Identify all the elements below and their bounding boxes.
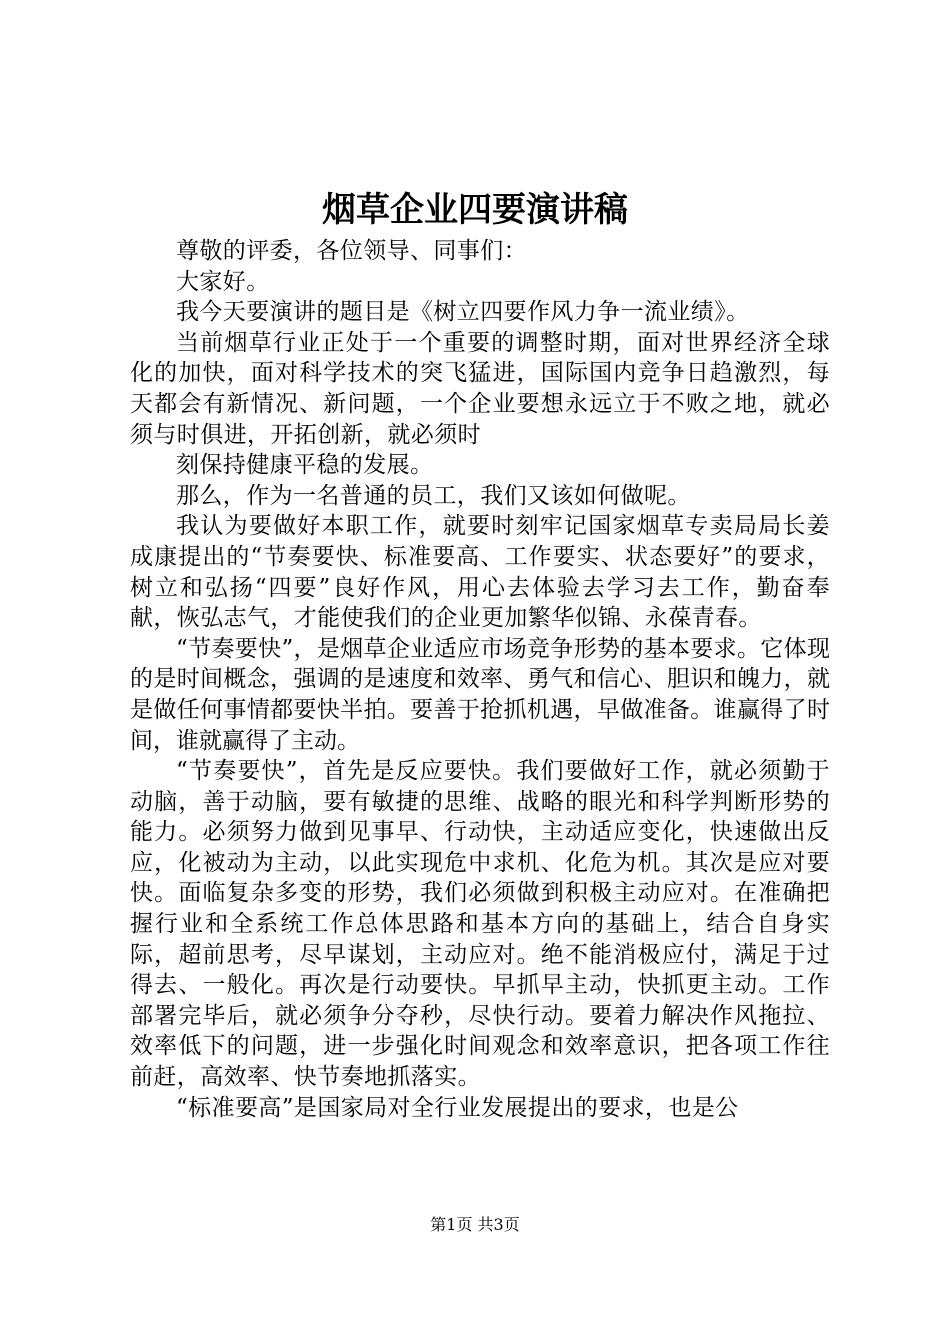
paragraph-greeting: 大家好。 xyxy=(176,268,270,295)
paragraph-pace-details: “节奏要快”，首先是反应要快。我们要做好工作，就必须勤于动脑，善于动脑，要有敏捷的思维、战略的眼光和科学判断形势的能力。必须努力做到见事早、行动快，主动适应变化，快速做出反应，化被动为主动，以此实现危中求机、化危为机。其次是应对要快。面临复杂多变的形势，我们必须做到积极主动应对。在准确把握行业和全系统工作总体思路和基本方向的基础上，结合自身实际，超前思考，尽早谋划，主动应对。绝不能消极应付，满足于过得去、一般化。再次是行动要快。早抓早主动，快抓更主动。工作部署完毕后，就必须争分夺秒，尽快行动。要着力解决作风拖拉、效率低下的问题，进一步强化时间观念和效率意识，把各项工作往前赶，高效率、快节奏地抓落实。 xyxy=(130,758,830,1091)
paragraph-high-standards: “标准要高”是国家局对全行业发展提出的要求，也是公 xyxy=(176,1094,739,1121)
document-body xyxy=(130,236,830,1123)
paragraph-question: 那么，作为一名普通的员工，我们又该如何做呢。 xyxy=(176,482,691,509)
page-number-footer: 第1页 共3页 xyxy=(430,1215,520,1234)
paragraph-pace-fast: “节奏要快”，是烟草企业适应市场竞争形势的基本要求。它体现的是时间概念，强调的是速度和效率、勇气和信心、胆识和魄力，就是做任何事情都要快半拍。要善于抢抓机遇，早做准备。谁赢得了时间，谁就赢得了主动。 xyxy=(130,635,830,754)
paragraph-context: 当前烟草行业正处于一个重要的调整时期，面对世界经济全球化的加快，面对科学技术的突飞猛进，国际国内竞争日趋激烈，每天都会有新情况、新问题，一个企业要想永远立于不败之地，就必须与时俱进，开拓创新，就必须时 xyxy=(130,329,830,448)
paragraph-salutation: 尊敬的评委，各位领导、同事们： xyxy=(176,238,527,264)
paragraph-four-requirements: 我认为要做好本职工作，就要时刻牢记国家烟草专卖局局长姜成康提出的“节奏要快、标准要高、工作要实、状态要好”的要求，树立和弘扬“四要”良好作风，用心去体验去学习去工作，勤奋奉献，恢弘志气，才能使我们的企业更加繁华似锦、永葆青春。 xyxy=(130,513,830,632)
paragraph-topic: 我今天要演讲的题目是《树立四要作风力争一流业绩》。 xyxy=(176,299,750,326)
page-title: 烟草企业四要演讲稿 xyxy=(322,190,628,230)
paragraph-context-continued: 刻保持健康平稳的发展。 xyxy=(176,452,434,479)
